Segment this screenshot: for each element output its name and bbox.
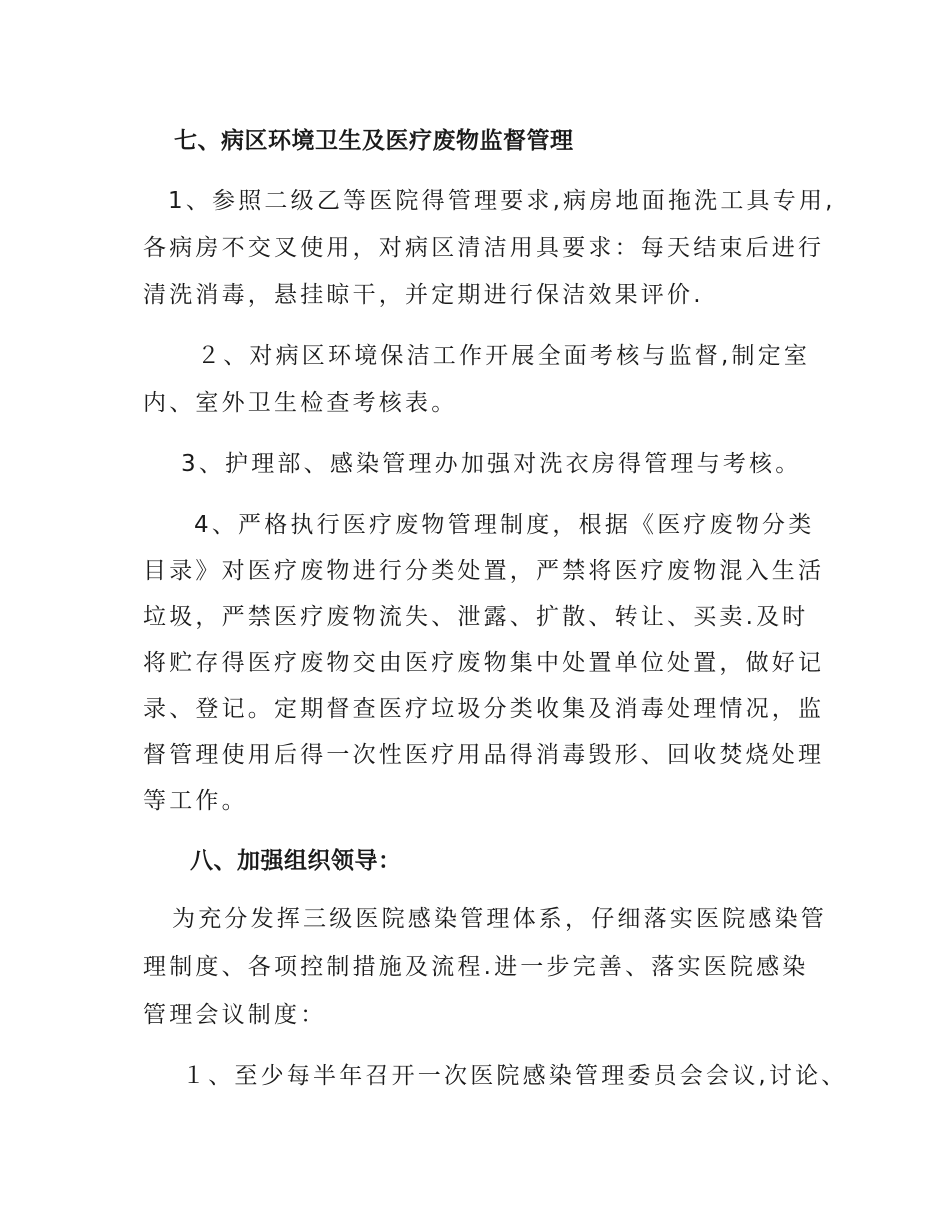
section-7-item-2-line-2: 内、室外卫生检查考核表。 [143, 390, 458, 416]
section-7-item-1-line-2: 各病房不交叉使用，对病区清洁用具要求：每天结束后进行 [143, 235, 825, 261]
section-7-heading: 七、病区环境卫生及医疗废物监督管理 [174, 128, 574, 154]
section-7-item-4-line-5: 录、登记。定期督查医疗垃圾分类收集及消毒处理情况，监 [143, 696, 825, 722]
section-7-item-4-line-2: 目录》对医疗废物进行分类处置，严禁将医疗废物混入生活 [143, 558, 825, 584]
section-8-heading: 八、加强组织领导： [190, 848, 402, 874]
section-8-item-1-line-1: １、至少每半年召开一次医院感染管理委员会会议,讨论、 [182, 1063, 848, 1089]
section-7-item-4-line-1: 4、严格执行医疗废物管理制度，根据《医疗废物分类 [194, 512, 815, 538]
section-8-intro-line-3: 管理会议制度： [143, 1002, 327, 1028]
section-8-intro-line-2: 理制度、各项控制措施及流程.进一步完善、落实医院感染 [143, 954, 809, 980]
section-7-item-4-line-4: 将贮存得医疗废物交由医疗废物集中处置单位处置，做好记 [143, 650, 825, 676]
section-7-item-2-line-1: ２、对病区环境保洁工作开展全面考核与监督,制定室 [197, 343, 811, 369]
section-7-item-4-line-3: 垃圾，严禁医疗废物流失、泄露、扩散、转让、买卖.及时 [143, 604, 809, 630]
section-8-intro-line-1: 为充分发挥三级医院感染管理体系，仔细落实医院感染管 [172, 906, 827, 932]
section-7-item-1-line-1: 1、参照二级乙等医院得管理要求,病房地面拖洗工具专用, [168, 188, 836, 214]
section-7-item-4-line-7: 等工作。 [143, 788, 248, 814]
section-7-item-1-line-3: 清洗消毒，悬挂晾干，并定期进行保洁效果评价. [143, 282, 704, 308]
section-7-item-4-line-6: 督管理使用后得一次性医疗用品得消毒毁形、回收焚烧处理 [143, 742, 825, 768]
section-7-item-3-line-1: 3、护理部、感染管理办加强对洗衣房得管理与考核。 [181, 451, 802, 477]
